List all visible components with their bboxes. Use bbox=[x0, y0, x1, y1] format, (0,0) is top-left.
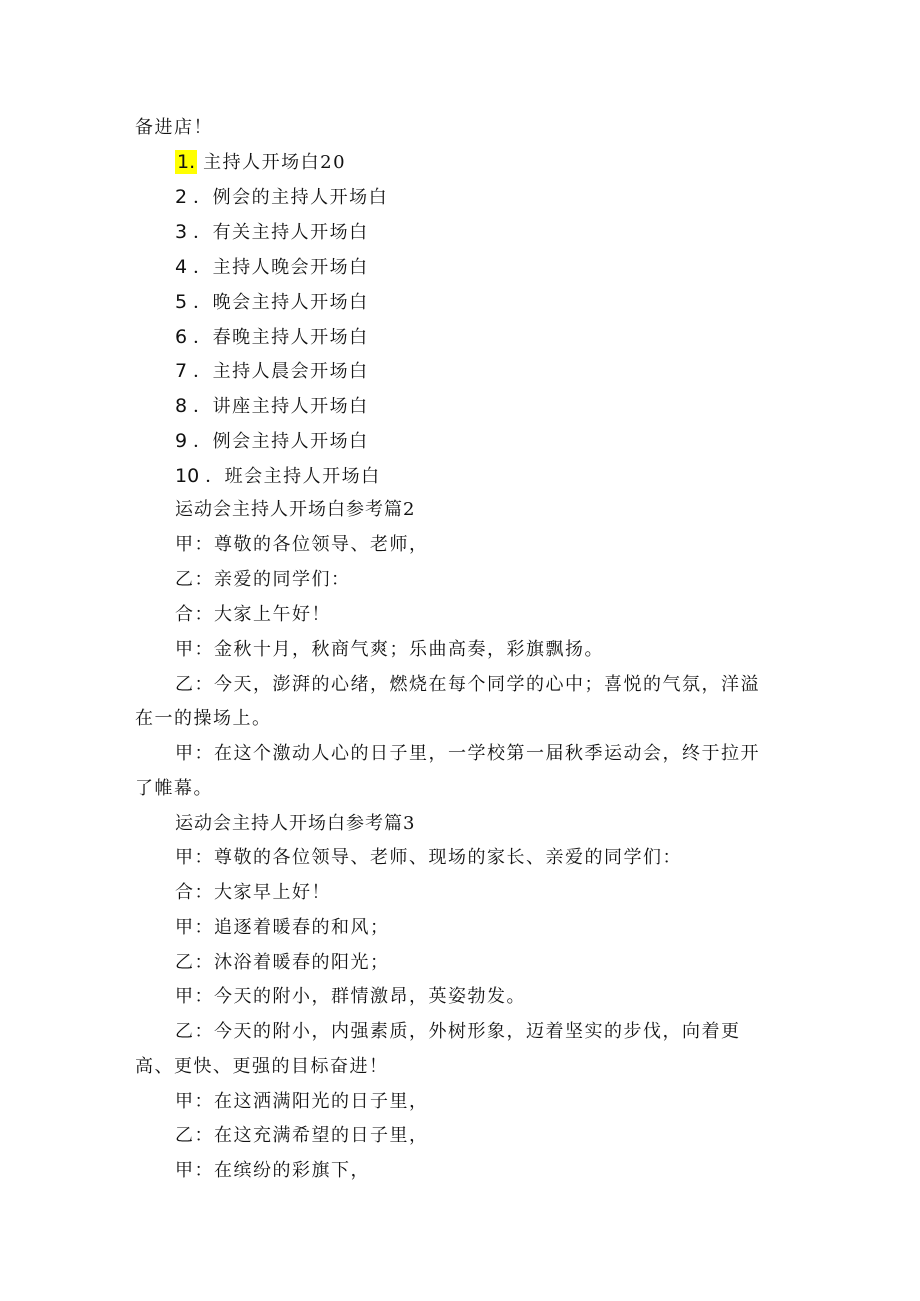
toc-item bbox=[175, 325, 369, 350]
toc-item bbox=[175, 290, 369, 315]
toc-item-number: 9 bbox=[175, 430, 188, 452]
toc-item-number: 1. bbox=[177, 151, 196, 173]
toc-item-number: 4 bbox=[175, 256, 188, 278]
dialogue-line: 甲：在这个激动人心的日子里，一学校第一届秋季运动会，终于拉开 bbox=[175, 743, 760, 764]
toc-item-number: 5 bbox=[175, 291, 188, 313]
toc-item-number: 6 bbox=[175, 326, 188, 348]
toc-item-label: ．有关主持人开场白 bbox=[193, 222, 369, 243]
toc-item bbox=[175, 255, 369, 280]
dialogue-line: 合：大家上午好！ bbox=[175, 604, 331, 625]
toc-item-number: 7 bbox=[175, 360, 188, 382]
toc-item bbox=[175, 464, 381, 489]
intro-tail-text: 备进店！ bbox=[135, 117, 213, 138]
toc-item bbox=[175, 394, 369, 419]
toc-item-label: ．主持人晚会开场白 bbox=[193, 257, 369, 278]
section-heading: 运动会主持人开场白参考篇2 bbox=[175, 499, 416, 520]
toc-item-number: 2 bbox=[175, 186, 188, 208]
dialogue-line: 甲：尊敬的各位领导、老师， bbox=[175, 534, 429, 555]
toc-item bbox=[175, 220, 369, 245]
dialogue-line: 合：大家早上好！ bbox=[175, 882, 331, 903]
section-heading: 运动会主持人开场白参考篇3 bbox=[175, 813, 416, 834]
toc-item bbox=[175, 185, 388, 210]
dialogue-line-continuation: 高、更快、更强的目标奋进！ bbox=[135, 1056, 389, 1077]
toc-item-label: ．春晚主持人开场白 bbox=[193, 327, 369, 348]
dialogue-line: 乙：在这充满希望的日子里， bbox=[175, 1125, 429, 1146]
toc-item-label: ．班会主持人开场白 bbox=[205, 466, 381, 487]
toc-item-number: 10 bbox=[175, 465, 200, 487]
dialogue-line: 甲：今天的附小，群情激昂，英姿勃发。 bbox=[175, 986, 526, 1007]
dialogue-line-continuation: 在一的操场上。 bbox=[135, 708, 272, 729]
dialogue-line: 乙：亲爱的同学们： bbox=[175, 569, 351, 590]
toc-item-label: ．主持人晨会开场白 bbox=[193, 361, 369, 382]
toc-item-label: ．例会的主持人开场白 bbox=[193, 187, 389, 208]
toc-item-label: ．讲座主持人开场白 bbox=[193, 396, 369, 417]
dialogue-line: 甲：在这洒满阳光的日子里， bbox=[175, 1091, 429, 1112]
toc-item bbox=[175, 150, 346, 175]
dialogue-line: 甲：金秋十月，秋商气爽；乐曲高奏，彩旗飘扬。 bbox=[175, 639, 604, 660]
toc-item bbox=[175, 429, 369, 454]
dialogue-line: 甲：在缤纷的彩旗下， bbox=[175, 1160, 370, 1181]
dialogue-line: 甲：尊敬的各位领导、老师、现场的家长、亲爱的同学们： bbox=[175, 847, 682, 868]
toc-item-label: ．例会主持人开场白 bbox=[193, 431, 369, 452]
dialogue-line: 乙：今天，澎湃的心绪，燃烧在每个同学的心中；喜悦的气氛，洋溢 bbox=[175, 674, 760, 695]
toc-item-number: 3 bbox=[175, 221, 188, 243]
toc-item-label: 主持人开场白20 bbox=[203, 152, 347, 173]
toc-item-number: 8 bbox=[175, 395, 188, 417]
dialogue-line: 乙：今天的附小，内强素质，外树形象，迈着坚实的步伐，向着更 bbox=[175, 1021, 741, 1042]
toc-item-label: ．晚会主持人开场白 bbox=[193, 292, 369, 313]
toc-item bbox=[175, 359, 369, 384]
dialogue-line-continuation: 了帷幕。 bbox=[135, 778, 213, 799]
dialogue-line: 乙：沐浴着暖春的阳光； bbox=[175, 952, 390, 973]
dialogue-line: 甲：追逐着暖春的和风； bbox=[175, 917, 390, 938]
